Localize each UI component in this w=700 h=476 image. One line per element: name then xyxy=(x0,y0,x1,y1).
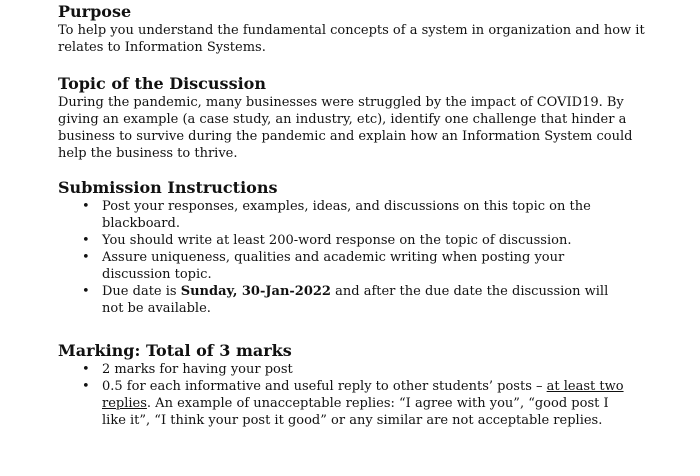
purpose-heading: Purpose xyxy=(58,2,132,21)
submission-item-due-date xyxy=(58,283,632,317)
bullet-icon: • xyxy=(82,284,90,299)
submission-item xyxy=(58,198,632,232)
purpose-text: To help you understand the fundamental concepts of a system in organization and how it relates to Information Systems. xyxy=(58,23,645,55)
bullet-icon: • xyxy=(82,199,90,214)
marking-item-text: 2 marks for having your post xyxy=(102,362,293,377)
marking-item-underlined: at least two replies xyxy=(102,379,624,411)
due-prefix: Due date is xyxy=(102,284,181,299)
bullet-icon: • xyxy=(82,362,90,377)
submission-section xyxy=(58,178,700,317)
due-suffix: and after the due date the discussion will not be available. xyxy=(102,284,609,316)
submission-list xyxy=(58,198,700,317)
bullet-icon: • xyxy=(82,379,90,394)
marking-item-prefix: 0.5 for each informative and useful reply to other students’ posts – xyxy=(102,379,547,394)
topic-heading: Topic of the Discussion xyxy=(58,74,266,93)
submission-item-text: You should write at least 200-word response on the topic of discussion. xyxy=(102,233,572,248)
topic-section xyxy=(58,74,700,162)
marking-list xyxy=(58,361,700,429)
submission-item-text: Assure uniqueness, qualities and academic writing when posting your discussion topic. xyxy=(102,250,565,282)
due-date: Sunday, 30-Jan-2022 xyxy=(180,284,331,299)
submission-item xyxy=(58,249,632,283)
submission-item-text: Post your responses, examples, ideas, and discussions on this topic on the blackboard. xyxy=(102,199,591,231)
topic-text: During the pandemic, many businesses were struggled by the impact of COVID19. By giving an example (a case study, an industry, etc), identify one challenge that hinder a business to survive during the pandemic and explain how an Information System could help the business to thrive. xyxy=(58,95,633,161)
marking-item xyxy=(58,378,632,429)
marking-section xyxy=(58,341,700,429)
submission-item xyxy=(58,232,632,249)
marking-item-suffix: . An example of unacceptable replies: “I agree with you”, “good post I like it”, “I think your post it good” or any similar are not acceptable replies. xyxy=(102,396,609,428)
bullet-icon: • xyxy=(82,250,90,265)
marking-item xyxy=(58,361,632,378)
submission-heading: Submission Instructions xyxy=(58,178,278,197)
bullet-icon: • xyxy=(82,233,90,248)
marking-heading: Marking: Total of 3 marks xyxy=(58,341,292,360)
purpose-section xyxy=(58,2,700,56)
